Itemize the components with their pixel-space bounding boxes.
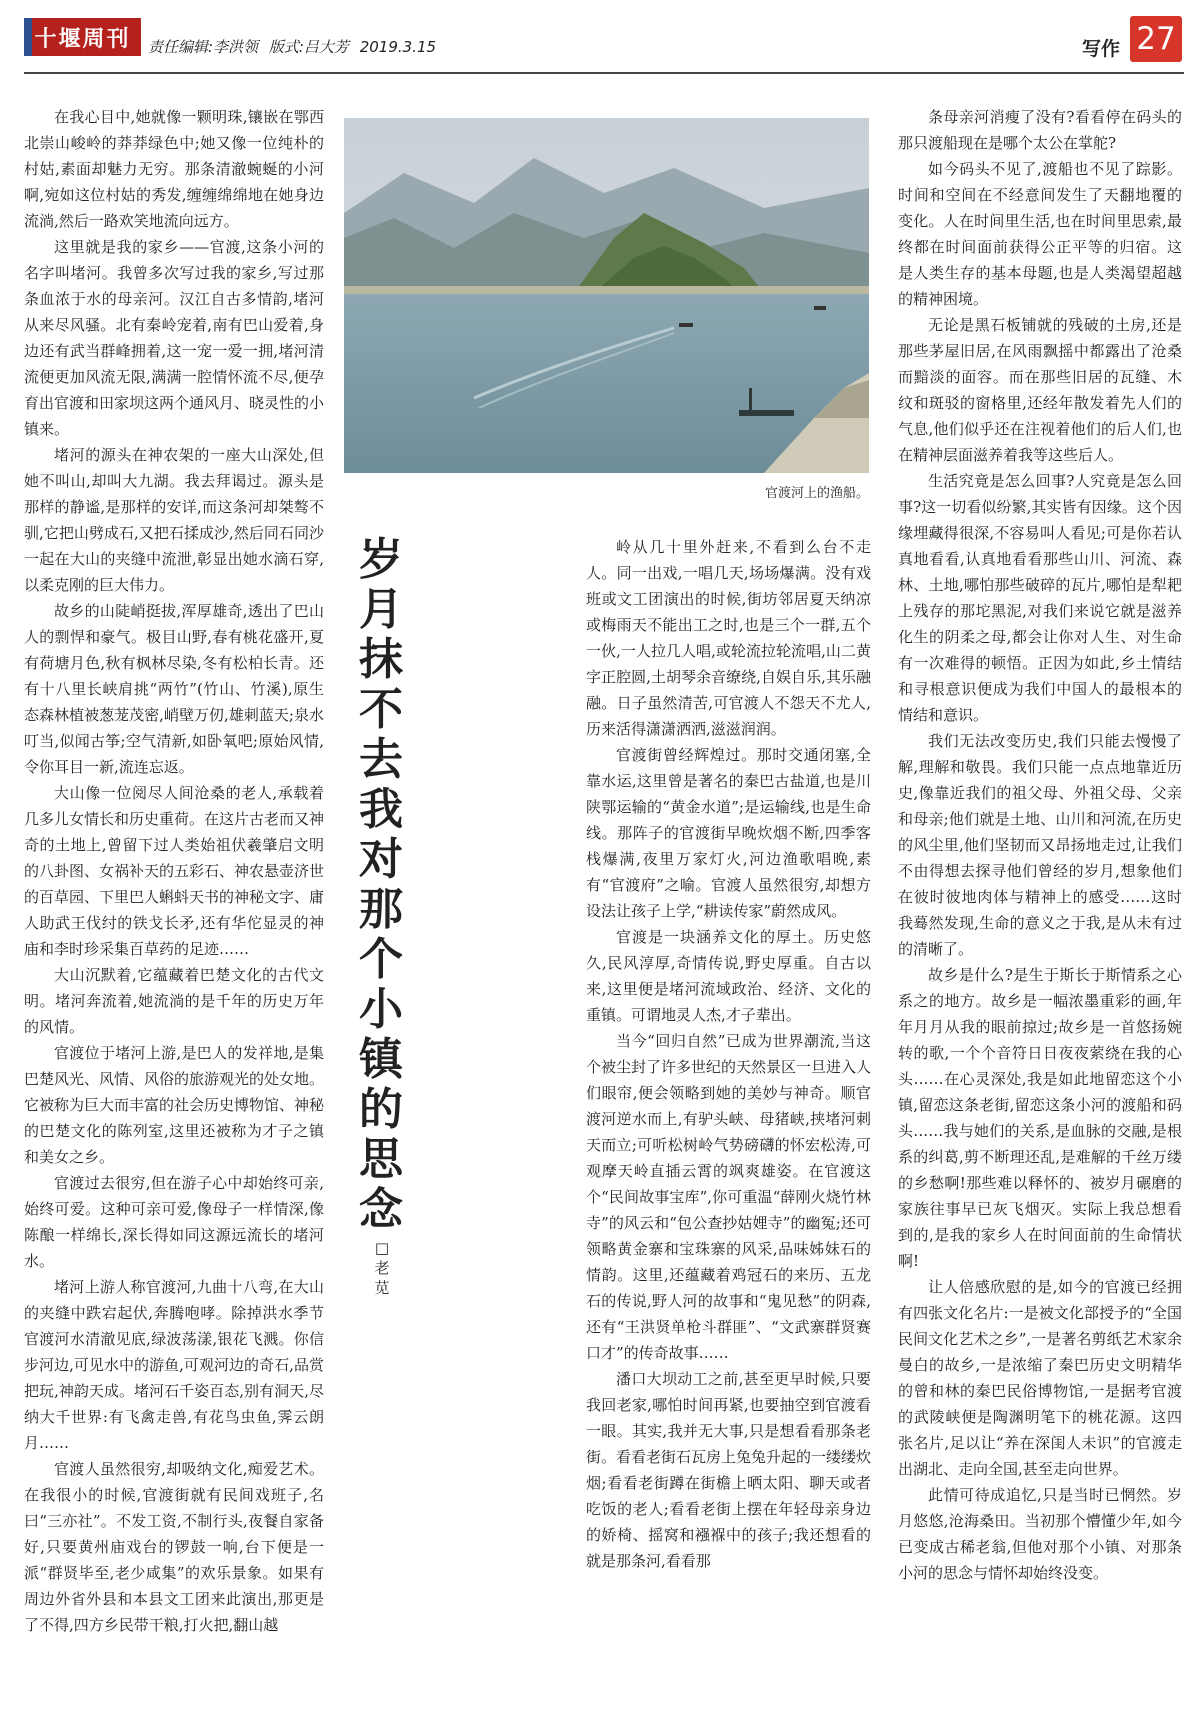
author-byline: □老苋 bbox=[374, 1239, 390, 1297]
paragraph: 官渡过去很穷,但在游子心中却始终可亲,始终可爱。这种可亲可爱,像母子一样情深,像陈酿一样绵长,深长得如同这源远流长的堵河水。 bbox=[24, 1174, 324, 1270]
paragraph: 官渡位于堵河上游,是巴人的发祥地,是集巴楚风光、风情、风俗的旅游观光的处女地。它被称为巨大而丰富的社会历史博物馆、神秘的巴楚文化的陈列室,这里还被称为才子之镇和美女之乡。 bbox=[24, 1044, 324, 1166]
paragraph: 故乡的山陡峭挺拔,浑厚雄奇,透出了巴山人的剽悍和豪气。极目山野,春有桃花盛开,夏有荷塘月色,秋有枫林尽染,冬有松柏长青。还有十八里长峡肩挑“两竹”(竹山、竹溪),原生态森林植被葱茏茂密,峭壁万仞,雄刺蓝天;泉水叮当,似闻古筝;空气清新,如卧氧吧;原始风情,令你耳目一新,流连忘返。 bbox=[24, 602, 324, 776]
paragraph: 岭从几十里外赶来,不看到么台不走人。同一出戏,一唱几天,场场爆满。没有戏班或文工团演出的时候,街坊邻居夏天纳凉或梅雨天不能出工之时,也是三个一群,五个一伙,一人拉几人唱,或轮流拉轮流唱,山二黄字正腔圆,土胡琴余音缭绕,自娱自乐,其乐融融。日子虽然清苦,可官渡人不怨天不尤人,历来活得潇潇洒洒,滋滋润润。 bbox=[586, 538, 871, 738]
paragraph: 无论是黑石板铺就的残破的土房,还是那些茅屋旧居,在风雨飘摇中都露出了沧桑而黯淡的面容。而在那些旧居的瓦缝、木纹和斑驳的窗格里,还经年散发着先人们的气息,他们似乎还在注视着他们的后人们,也在精神层面滋养着我等这些后人。 bbox=[898, 316, 1182, 464]
photo-caption: 官渡河上的渔船。 bbox=[764, 486, 869, 501]
paragraph: 官渡是一块涵养文化的厚土。历史悠久,民风淳厚,奇情传说,野史厚重。自古以来,这里便是堵河流域政治、经济、文化的重镇。可谓地灵人杰,才子辈出。 bbox=[586, 928, 871, 1024]
paragraph: 官渡人虽然很穷,却吸纳文化,痴爱艺术。在我很小的时候,官渡街就有民间戏班子,名曰“三亦社”。不发工资,不制行头,夜餐自家备好,只要黄州庙戏台的锣鼓一响,台下便是一派“群贤毕至,老少咸集”的欢乐景象。如果有周边外省外县和本县文工团来此演出,那更是了不得,四方乡民带干粮,打火把,翻山越 bbox=[24, 1460, 324, 1634]
article-title: 岁月抹不去我对那个小镇的思念 bbox=[359, 534, 403, 1235]
paragraph: 如今码头不见了,渡船也不见了踪影。时间和空间在不经意间发生了天翻地覆的变化。人在时间里生活,也在时间里思索,最终都在时间面前获得公正平等的归宿。这是人类生存的基本母题,也是人类渴望超越的精神困境。 bbox=[898, 160, 1182, 308]
paragraph: 让人倍感欣慰的是,如今的官渡已经拥有四张文化名片:一是被文化部授予的“全国民间文化艺术之乡”,一是著名剪纸艺术家余曼白的故乡,一是浓缩了秦巴历史文明精华的曾和林的秦巴民俗博物馆,一是据考官渡的武陵峡便是陶渊明笔下的桃花源。这四张名片,足以让“养在深闺人未识”的官渡走出湖北、走向全国,甚至走向世界。 bbox=[898, 1278, 1182, 1478]
paragraph: 这里就是我的家乡——官渡,这条小河的名字叫堵河。我曾多次写过我的家乡,写过那条血浓于水的母亲河。汉江自古多情韵,堵河从来尽风骚。北有秦岭宠着,南有巴山爱着,身边还有武当群峰拥着,这一宠一爱一拥,堵河清流便更加风流无限,满满一腔情怀流不尽,便孕育出官渡和田家坝这两个通风月、晓灵性的小镇来。 bbox=[24, 238, 324, 438]
paragraph: 在我心目中,她就像一颗明珠,镶嵌在鄂西北崇山峻岭的莽莽绿色中;她又像一位纯朴的村姑,素面却魅力无穷。那条清澈蜿蜒的小河啊,宛如这位村姑的秀发,缠缠绵绵地在她身边流淌,然后一路欢笑地流向远方。 bbox=[24, 108, 324, 230]
issue-date: 2019.3.15 bbox=[359, 38, 437, 56]
paragraph: 生活究竟是怎么回事?人究竟是怎么回事?这一切看似纷繁,其实皆有因缘。这个因缘埋藏得很深,不容易叫人看见;可是你若认真地看看,认真地看看那些山川、河流、森林、土地,哪怕那些破碎的瓦片,哪怕是犁耙上残存的那坨黑泥,对我们来说它就是滋养化生的阴柔之母,都会让你对人生、对生命有一次难得的顿悟。正因为如此,乡土情结和寻根意识便成为我们中国人的最根本的情结和意识。 bbox=[898, 472, 1182, 724]
layout-credit: 版式:吕大芳 bbox=[268, 38, 349, 56]
masthead-logo: 十堰周刊 bbox=[24, 18, 141, 56]
editor-credit: 责任编辑:李洪领 bbox=[148, 38, 259, 56]
section-label: 写作 bbox=[1082, 38, 1121, 60]
river-landscape-image bbox=[344, 118, 869, 473]
article-column-1 bbox=[24, 104, 324, 1704]
paragraph: 故乡是什么?是生于斯长于斯情系之心系之的地方。故乡是一幅浓墨重彩的画,年年月月从我的眼前掠过;故乡是一首悠扬婉转的歌,一个个音符日日夜夜萦绕在我的心头……在心灵深处,我是如此地留恋这个小镇,留恋这条老街,留恋这条小河的渡船和码头……我与她们的关系,是血脉的交融,是根系的纠葛,剪不断理还乱,是难解的千丝万缕的乡愁啊!那些难以释怀的、被岁月碾磨的家族往事早已灰飞烟灭。实际上我总想看到的,是我的家乡人在时间面前的生命情状啊! bbox=[898, 966, 1182, 1270]
paragraph: 大山像一位阅尽人间沧桑的老人,承载着几多儿女情长和历史重荷。在这片古老而又神奇的土地上,曾留下过人类始祖伏羲肇启文明的八卦图、女祸补天的五彩石、神农悬壶济世的百草园、下里巴人蝌蚪天书的神秘文字、庸人助武王伐纣的铁戈长矛,还有华佗显灵的神庙和李时珍采集百草药的足迹…… bbox=[24, 784, 324, 958]
article-column-4 bbox=[898, 104, 1182, 1704]
paragraph: 大山沉默着,它蕴藏着巴楚文化的古代文明。堵河奔流着,她流淌的是千年的历史万年的风情。 bbox=[24, 966, 324, 1036]
article-photo bbox=[344, 118, 869, 473]
article-column-3 bbox=[586, 534, 871, 1704]
paragraph: 此情可待成追忆,只是当时已惘然。岁月悠悠,沧海桑田。当初那个懵懂少年,如今已变成古稀老翁,但他对那个小镇、对那条小河的思念与情怀却始终没变。 bbox=[898, 1486, 1182, 1582]
paragraph: 条母亲河消瘦了没有?看看停在码头的那只渡船现在是哪个太公在掌舵? bbox=[898, 108, 1182, 152]
paragraph: 堵河的源头在神农架的一座大山深处,但她不叫山,却叫大九湖。我去拜谒过。源头是那样的静谧,是那样的安详,而这条河却桀骜不驯,它把山劈成石,又把石揉成沙,然后同石同沙一起在大山的夹缝中流泄,彰显出她水滴石穿,以柔克刚的巨大伟力。 bbox=[24, 446, 324, 594]
paragraph: 潘口大坝动工之前,甚至更早时候,只要我回老家,哪怕时间再紧,也要抽空到官渡看一眼。其实,我并无大事,只是想看看那条老街。看看老街石瓦房上兔兔升起的一缕缕炊烟;看看老街蹲在街檐上晒太阳、聊天或者吃饭的老人;看看老街上摆在年轻母亲身边的娇椅、摇窝和襁褓中的孩子;我还想看的就是那条河,看看那 bbox=[586, 1370, 871, 1570]
paragraph: 我们无法改变历史,我们只能去慢慢了解,理解和敬畏。我们只能一点点地靠近历史,像靠近我们的祖父母、外祖父母、父亲和母亲;他们就是土地、山川和河流,在历史的风尘里,他们坚韧而又昂扬地走过,让我们不由得想去探寻他们曾经的岁月,想象他们在彼时彼地肉体与精神上的感受……这时我蓦然发现,生命的意义之于我,是从未有过的清晰了。 bbox=[898, 732, 1182, 958]
paragraph: 堵河上游人称官渡河,九曲十八弯,在大山的夹缝中跌宕起伏,奔腾咆哮。除掉洪水季节官渡河水清澈见底,绿波荡漾,银花飞溅。你信步河边,可见水中的游鱼,可观河边的奇石,品赏把玩,神韵天成。堵河石千姿百态,别有洞天,尽纳大千世界:有飞禽走兽,有花鸟虫鱼,霁云朗月…… bbox=[24, 1278, 324, 1452]
page-number-badge: 27 bbox=[1130, 16, 1182, 62]
credits-line bbox=[148, 36, 442, 57]
header-rule bbox=[24, 72, 1184, 74]
paragraph: 官渡街曾经辉煌过。那时交通闭塞,全靠水运,这里曾是著名的秦巴古盐道,也是川陕鄂运输的“黄金水道”;是运输线,也是生命线。那阵子的官渡街早晚炊烟不断,四季客栈爆满,夜里万家灯火,河边渔歌唱晚,素有“官渡府”之喻。官渡人虽然很穷,却想方设法让孩子上学,“耕读传家”蔚然成风。 bbox=[586, 746, 871, 920]
paragraph: 当今“回归自然”已成为世界潮流,当这个被尘封了许多世纪的天然景区一旦进入人们眼帘,便会领略到她的美妙与神奇。顺官渡河逆水而上,有驴头峡、母猪峡,挟堵河刺天而立;可听松树岭气势磅礴的怀宏松涛,可观摩天岭直插云霄的飒爽雄姿。在官渡这个“民间故事宝库”,你可重温“薛刚火烧竹林寺”的风云和“包公查抄姑娌寺”的幽冤;还可领略黄金寨和宝珠寨的风采,品味姊妹石的情韵。这里,还蕴藏着鸡冠石的来历、五龙石的传说,野人河的故事和“鬼见愁”的阴森,还有“王洪贤单枪斗群匪”、“文武寨群贤赛口才”的传奇故事…… bbox=[586, 1032, 871, 1362]
